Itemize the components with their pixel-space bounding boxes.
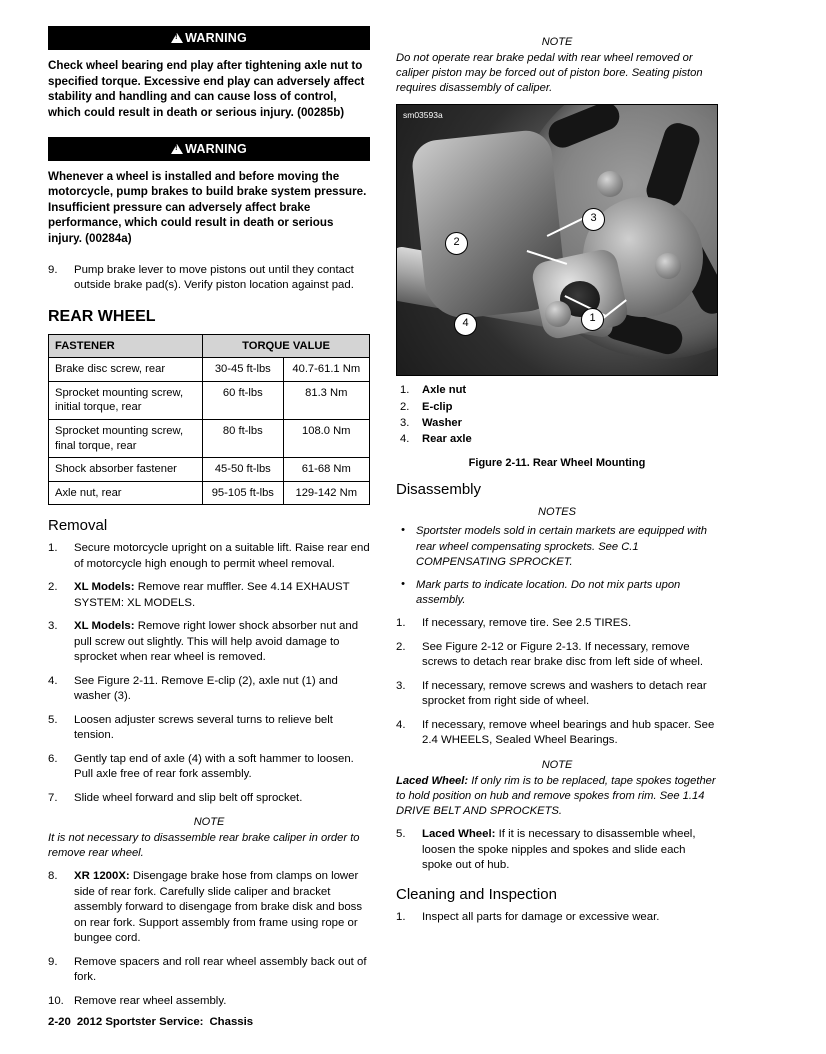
disassembly-step-list-continued	[396, 827, 718, 874]
cell-imperial: 45-50 ft-lbs	[203, 458, 283, 482]
step-number: 6.	[48, 752, 58, 765]
two-column-layout	[48, 26, 778, 1017]
page-footer	[48, 1016, 253, 1028]
step-emphasis: XL Models:	[74, 581, 135, 594]
legend-number: 2.	[400, 400, 410, 413]
legend-number: 4.	[400, 433, 410, 446]
page-title: REAR WHEEL	[48, 307, 156, 325]
step-number: 3.	[396, 679, 406, 692]
figure-rear-wheel-mounting	[396, 104, 718, 469]
note-body: Do not operate rear brake pedal with rear wheel removed or caliper piston may be forced out of piston bore. Seating piston requires disassembly of caliper.	[396, 52, 703, 95]
cell-metric: 108.0 Nm	[283, 420, 369, 458]
column-header-fastener: FASTENER	[49, 334, 203, 358]
step-text: Remove right lower shock absorber nut and pull screw out slightly. This will help avoid damage to sprocket when rear wheel is removed.	[74, 620, 359, 664]
removal-step-list-continued	[48, 869, 370, 1009]
legend-label: E-clip	[422, 400, 453, 413]
list-item	[48, 580, 370, 611]
step-number: 2.	[48, 581, 58, 594]
step-text: Gently tap end of axle (4) with a soft hammer to loosen. Pull axle free of rear fork assembly.	[74, 752, 354, 781]
step-list-pre	[48, 263, 370, 294]
step-number: 2.	[396, 640, 406, 653]
legend-item	[396, 399, 718, 415]
note-heading: NOTE	[541, 758, 573, 771]
warning-triangle-icon	[171, 33, 183, 43]
note-bullet-text: Sportster models sold in certain markets are equipped with rear wheel compensating sprockets. See C.1 COMPENSATING SPROCKET.	[416, 525, 708, 568]
step-number: 7.	[48, 791, 58, 804]
step-text: If necessary, remove screws and washers to detach rear sprocket from right side of wheel.	[422, 679, 707, 708]
warning-banner-1	[48, 26, 370, 50]
step-emphasis: Laced Wheel:	[422, 828, 496, 841]
callout-2: 2	[445, 232, 468, 255]
step-number: 4.	[48, 674, 58, 687]
table-row	[49, 420, 370, 458]
cell-fastener: Shock absorber fastener	[49, 458, 203, 482]
step-text: Disengage brake hose from clamps on lower side of rear fork. Carefully slide caliper and bracket assembly forward to disengage from brake disk and boss on rear fork. Support assembly from frame using rope or bungee cord.	[74, 870, 363, 945]
torque-table	[48, 334, 370, 506]
list-item	[396, 578, 718, 608]
removal-step-list	[48, 541, 370, 806]
list-item	[396, 718, 718, 749]
step-text: If necessary, remove wheel bearings and hub spacer. See 2.4 WHEELS, Sealed Wheel Bearings.	[422, 718, 715, 747]
bullet-icon: •	[401, 524, 405, 537]
legend-item	[396, 382, 718, 398]
cell-metric: 61-68 Nm	[283, 458, 369, 482]
step-number: 5.	[396, 828, 406, 841]
footer-title: 2012 Sportster Service:	[76, 1016, 204, 1028]
cell-imperial: 60 ft-lbs	[203, 381, 283, 419]
step-text: See Figure 2-11. Remove E-clip (2), axle nut (1) and washer (3).	[74, 674, 338, 703]
list-item	[48, 619, 370, 666]
cell-fastener: Sprocket mounting screw, final torque, rear	[49, 420, 203, 458]
list-item	[396, 524, 718, 570]
callout-4: 4	[454, 313, 477, 336]
cell-imperial: 95-105 ft-lbs	[203, 481, 283, 505]
step-text: Slide wheel forward and slip belt off sprocket.	[74, 791, 303, 804]
list-item	[48, 674, 370, 705]
disassembly-step-list	[396, 616, 718, 749]
note-heading: NOTE	[541, 36, 573, 48]
note-bullet-text: Mark parts to indicate location. Do not mix parts upon assembly.	[416, 578, 681, 607]
step-text: If necessary, remove tire. See 2.5 TIRES.	[422, 617, 632, 630]
subsection-removal-title: Removal	[48, 517, 108, 535]
subsection-disassembly-title: Disassembly	[396, 481, 482, 499]
warning-text-1: Check wheel bearing end play after tightening axle nut to specified torque. Excessive end play can adversely affect stability and handling and can cause loss of control, which could result in death or serious injury. (00285b)	[48, 59, 365, 119]
list-item	[396, 910, 718, 926]
left-column	[48, 26, 370, 1017]
step-text: Remove rear wheel assembly.	[74, 994, 227, 1007]
note-body	[396, 774, 718, 819]
cell-fastener: Axle nut, rear	[49, 481, 203, 505]
step-number: 9.	[48, 955, 58, 968]
cell-metric: 129-142 Nm	[283, 481, 369, 505]
notes-heading: NOTES	[538, 506, 576, 519]
step-text: Inspect all parts for damage or excessive wear.	[422, 910, 660, 923]
bullet-icon: •	[401, 577, 405, 590]
step-text: Loosen adjuster screws several turns to relieve belt tension.	[74, 713, 333, 742]
cell-fastener: Sprocket mounting screw, initial torque, rear	[49, 381, 203, 419]
figure-caption: Figure 2-11. Rear Wheel Mounting	[468, 457, 646, 470]
list-item	[396, 827, 718, 874]
step-text: If it is necessary to disassemble wheel, loosen the spoke nipples and spokes and slide each spoke out of hub.	[422, 828, 696, 872]
subsection-cleaning-title: Cleaning and Inspection	[396, 885, 557, 903]
notes-bullet-list	[396, 524, 718, 608]
step-number: 4.	[396, 718, 406, 731]
table-row	[49, 458, 370, 482]
note-heading: NOTE	[193, 816, 225, 829]
image-id-label: sm03593a	[403, 110, 443, 121]
figure-image	[396, 104, 718, 376]
list-item	[48, 541, 370, 572]
step-text: See Figure 2-12 or Figure 2-13. If necessary, remove screws to detach rear brake disc from left side of wheel.	[422, 640, 704, 669]
list-item	[48, 955, 370, 986]
legend-number: 1.	[400, 384, 410, 397]
list-item	[48, 713, 370, 744]
list-item	[48, 791, 370, 807]
legend-label: Axle nut	[422, 384, 467, 397]
list-item	[396, 640, 718, 671]
list-item	[396, 679, 718, 710]
warning-label-1: WARNING	[185, 31, 247, 45]
step-number: 9.	[48, 263, 58, 276]
cell-imperial: 80 ft-lbs	[203, 420, 283, 458]
warning-triangle-icon	[171, 144, 183, 154]
table-row	[49, 358, 370, 382]
table-header-row	[49, 334, 370, 358]
note-body: It is not necessary to disassemble rear brake caliper in order to remove rear wheel.	[48, 832, 360, 860]
legend-item	[396, 431, 718, 447]
list-item	[396, 616, 718, 632]
footer-section: Chassis	[209, 1016, 254, 1028]
list-item	[48, 752, 370, 783]
legend-item	[396, 415, 718, 431]
step-number: 1.	[48, 542, 58, 555]
cell-metric: 40.7-61.1 Nm	[283, 358, 369, 382]
cell-imperial: 30-45 ft-lbs	[203, 358, 283, 382]
legend-number: 3.	[400, 416, 410, 429]
step-emphasis: XR 1200X:	[74, 870, 130, 883]
warning-label-2: WARNING	[185, 141, 247, 156]
table-row	[49, 481, 370, 505]
step-number: 1.	[396, 617, 406, 630]
step-text: Pump brake lever to move pistons out until they contact outside brake pad(s). Verify piston location against pad.	[74, 263, 354, 292]
cell-fastener: Brake disc screw, rear	[49, 358, 203, 382]
note-text: If only rim is to be replaced, tape spokes together to hold position on hub and remove spokes from rim. See 1.14 DRIVE BELT AND SPROCKETS.	[396, 774, 716, 818]
warning-banner-2	[48, 137, 370, 161]
step-emphasis: XL Models:	[74, 620, 135, 633]
figure-legend	[396, 382, 718, 447]
note-emphasis: Laced Wheel:	[396, 774, 469, 787]
list-item	[48, 869, 370, 947]
step-text: Remove spacers and roll rear wheel assembly back out of fork.	[74, 955, 367, 984]
callout-3: 3	[582, 208, 605, 231]
step-number: 8.	[48, 870, 58, 883]
step-number: 5.	[48, 713, 58, 726]
step-text: Remove rear muffler. See 4.14 EXHAUST SYSTEM: XL MODELS.	[74, 581, 350, 609]
step-text: Secure motorcycle upright on a suitable lift. Raise rear end of motorcycle high enough to permit wheel removal.	[74, 542, 370, 570]
step-number: 1.	[396, 910, 406, 923]
legend-label: Washer	[422, 416, 462, 429]
list-item	[48, 994, 370, 1010]
right-column	[396, 26, 718, 1017]
list-item	[48, 263, 370, 294]
callout-1: 1	[581, 308, 604, 331]
cleaning-step-list	[396, 910, 718, 926]
column-header-torque-value: TORQUE VALUE	[203, 334, 370, 358]
footer-page-number: 2-20	[48, 1016, 71, 1028]
warning-text-2: Whenever a wheel is installed and before moving the motorcycle, pump brakes to build brake system pressure. Insufficient pressure can adversely affect brake performance, which could result in death or serious injury. (00284a)	[48, 169, 367, 246]
cell-metric: 81.3 Nm	[283, 381, 369, 419]
legend-label: Rear axle	[422, 433, 472, 446]
step-number: 10.	[48, 994, 64, 1007]
table-row	[49, 381, 370, 419]
step-number: 3.	[48, 620, 58, 633]
